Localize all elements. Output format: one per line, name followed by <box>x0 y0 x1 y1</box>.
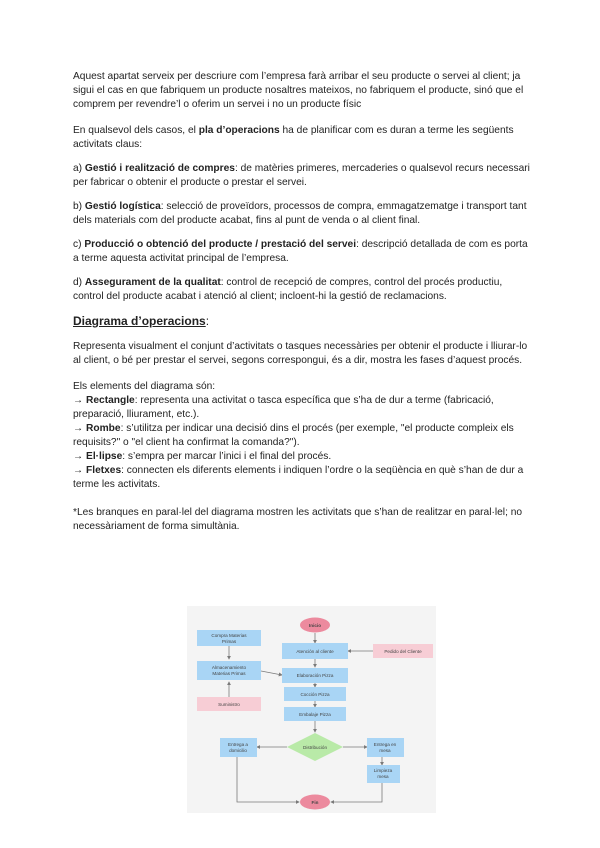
operations-flowchart <box>187 606 436 813</box>
arrow-glyph: → <box>73 423 87 434</box>
activity-text: : control de recepció de compres, control del procés productiu, control del producte acabat i atenció al client; incloent-hi la gestió de reclamacions. <box>73 277 503 302</box>
document-page <box>73 70 535 544</box>
node-entrega-mesa-label-2: mesa <box>379 748 391 753</box>
node-almacenamiento-label-2: Materias Primas <box>212 671 246 676</box>
element-arrows <box>73 464 535 492</box>
activity-c <box>73 238 535 266</box>
activity-a <box>73 162 535 190</box>
element-title: Rombe <box>86 423 121 434</box>
element-rombe <box>73 422 535 450</box>
node-distribucion-label: Distribución <box>303 745 327 750</box>
activity-d <box>73 276 535 304</box>
node-embalaje-label: Embalaje Pizza <box>299 712 331 717</box>
activity-prefix: d) <box>73 277 85 288</box>
arrow-glyph: → <box>73 451 87 462</box>
plan-paragraph <box>73 124 535 152</box>
element-title: El·lipse <box>86 451 123 462</box>
diagram-heading-suffix: : <box>205 314 210 328</box>
node-elaboracion-label: Elaboración Pizza <box>296 673 334 678</box>
arrow-glyph: → <box>73 465 87 476</box>
element-text: : s’empra per marcar l’inici i el final del procés. <box>122 451 332 462</box>
activity-title: Assegurament de la qualitat <box>84 277 221 288</box>
element-text: : s’utilitza per indicar una decisió dins el procés (per exemple, "el producte compleix els requisits?" o "el client ha confirmat la comanda?"). <box>73 423 514 448</box>
node-suministro-label: Suministro <box>218 702 240 707</box>
node-compra-label: Compra Materias <box>211 633 247 638</box>
activity-b <box>73 200 535 228</box>
node-compra-label-2: Primas <box>221 639 237 644</box>
activity-text: : descripció detallada de com es porta a terme aquesta activitat principal de l’empresa. <box>73 239 528 264</box>
element-title: Rectangle <box>86 395 135 406</box>
flowchart-svg <box>187 606 436 813</box>
element-text: : representa una activitat o tasca específica que s’ha de dur a terme (fabricació, preparació, lliurament, etc.). <box>73 395 494 420</box>
activity-title: Producció o obtenció del producte / prestació del servei <box>84 239 357 250</box>
arrow-glyph: → <box>73 395 87 406</box>
connector-limpieza-fin <box>331 783 382 802</box>
node-atencion-label: Atención al cliente <box>296 649 334 654</box>
activity-title: Gestió logística <box>84 201 161 212</box>
intro-paragraph: Aquest apartat serveix per descriure com l’empresa farà arribar el seu producte o servei al client; ja sigui el cas en que fabriquem un producte nosaltres mateixos, no fabriquem el producte, sinó que el comprem per revendre’l o oferim un servei i no un producte físic <box>73 71 524 110</box>
diagram-heading <box>73 314 535 328</box>
activity-prefix: c) <box>73 239 85 250</box>
plan-text-after: ha de planificar com es duran a terme les següents activitats claus: <box>73 125 514 150</box>
activity-text: : selecció de proveïdors, processos de compra, emmagatzematge i transport tant dels materials com del producte acabat, fins al punt de venda o al client final. <box>73 201 527 226</box>
element-text: : connecten els diferents elements i indiquen l’ordre o la seqüència en què s’han de dur a terme les activitats. <box>73 465 524 490</box>
parallel-note: *Les branques en paral·lel del diagrama mostren les activitats que s’han de realitzar en paral·lel; no necessàriament de forma simultània. <box>73 507 523 532</box>
plan-bold-term: pla d’operacions <box>198 125 280 136</box>
elements-intro: Els elements del diagrama són: <box>73 381 216 392</box>
activity-prefix: b) <box>73 201 85 212</box>
node-entrega-domicilio-label: Entrega a <box>228 742 248 747</box>
element-title: Fletxes <box>86 465 122 476</box>
diagram-heading-title: Diagrama d’operacions <box>73 314 206 328</box>
node-limpieza-label: Limpieza <box>373 768 393 773</box>
plan-text-before: En qualsevol dels casos, el <box>73 125 199 136</box>
activity-prefix: a) <box>73 163 85 174</box>
activity-title: Gestió i realització de compres <box>84 163 235 174</box>
node-limpieza-label-2: mesa <box>377 774 389 779</box>
node-entrega-domicilio-label-2: domicilio <box>229 748 247 753</box>
connector-almacenamiento-elaboracion <box>261 671 282 675</box>
node-inicio-label: Inicio <box>309 623 321 628</box>
node-almacenamiento-label: Almacenamiento <box>211 665 247 670</box>
element-rectangle <box>73 394 535 422</box>
element-ellipse <box>73 450 535 464</box>
node-coccion-label: Cocción Pizza <box>300 692 330 697</box>
node-pedido-label: Pedido del Cliente <box>384 649 422 654</box>
diagram-description: Representa visualment el conjunt d’activitats o tasques necessàries per obtenir el producte i lliurar-lo al client, o bé per prestar el servei, segons correspongui, és a dir, mostra les fases d’aquest procés. <box>73 341 528 366</box>
node-fin-label: Fin <box>311 800 319 805</box>
node-entrega-mesa-label: Entrega en <box>373 742 397 747</box>
elements-list <box>73 380 535 492</box>
activity-text: : de matèries primeres, mercaderies o qualsevol recurs necessari per fabricar o obtenir el producte o prestar el servei. <box>73 163 530 188</box>
connector-domicilio-fin <box>237 757 299 802</box>
